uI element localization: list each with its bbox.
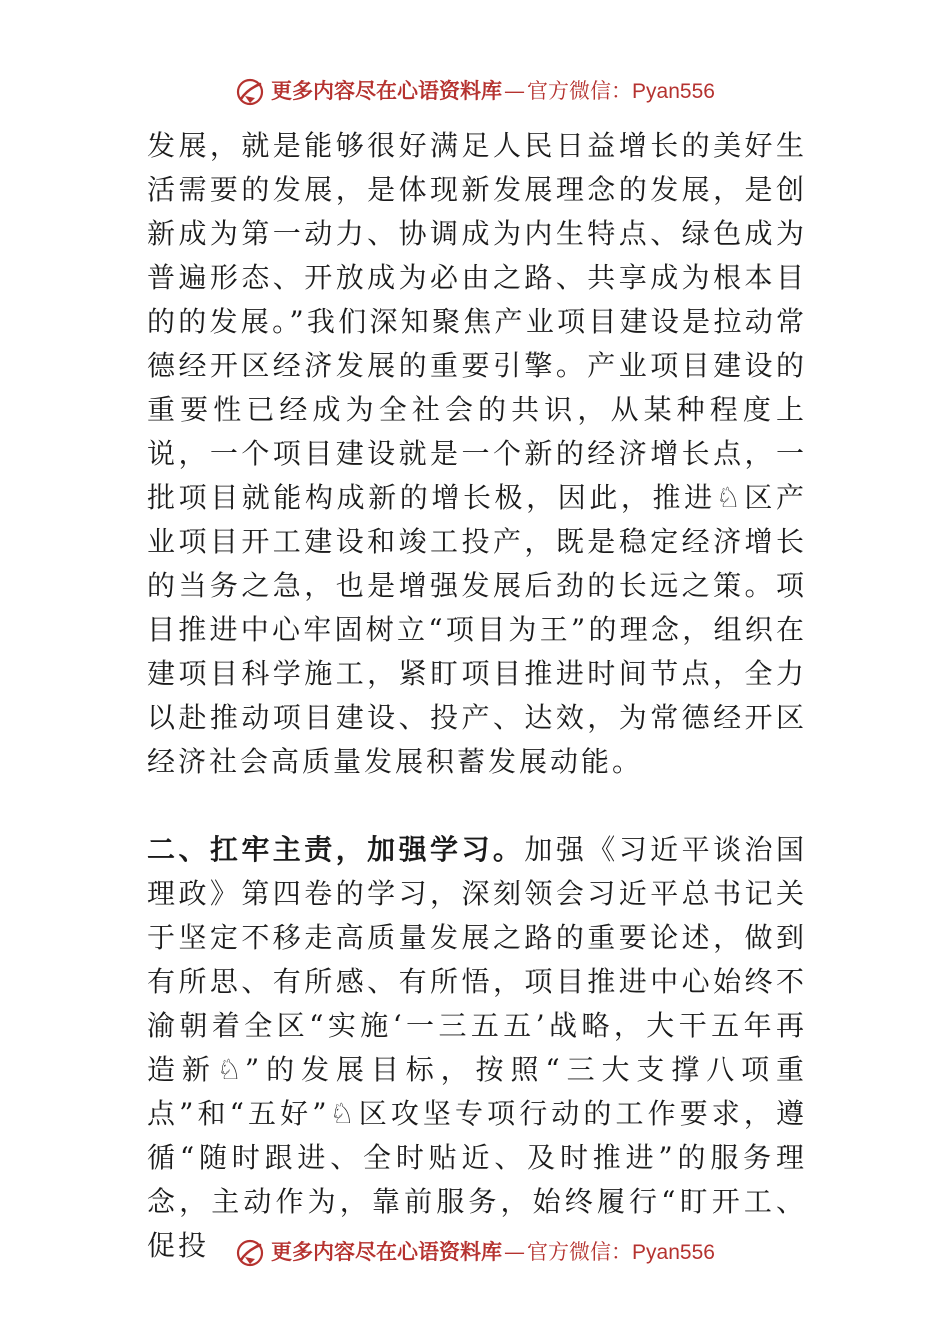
header-watermark xyxy=(0,76,950,107)
watermark-text xyxy=(271,1237,715,1268)
paragraph-2-heading: 二、扛牢主责，加强学习。 xyxy=(147,833,525,866)
footer-watermark xyxy=(0,1237,950,1268)
document-body xyxy=(147,124,807,1268)
watermark-dash: — xyxy=(504,79,526,103)
paragraph-2 xyxy=(147,828,807,1268)
watermark-text xyxy=(271,76,715,107)
paragraph-2-text: 加强《习近平谈治国理政》第四卷的学习，深刻领会习近平总书记关于坚定不移走高质量发展之路的重要论述，做到有所思、有所感、有所悟，项目推进中心始终不渝朝着全区“实施‘一三五五’战略，大干五年再造新♘”的发展目标，按照“三大支撑八项重点”和“五好”♘区攻坚专项行动的工作要求，遵循“随时跟进、全时贴近、及时推进”的服务理念，主动作为，靠前服务，始终履行“盯开工、促投 xyxy=(147,833,807,1262)
paragraph-1-text: 发展，就是能够很好满足人民日益增长的美好生活需要的发展，是体现新发展理念的发展，是创新成为第一动力、协调成为内生特点、绿色成为普遍形态、开放成为必由之路、共享成为根本目的的发展。”我们深知聚焦产业项目建设是拉动常德经开区经济发展的重要引擎。产业项目建设的重要性已经成为全社会的共识，从某种程度上说，一个项目建设就是一个新的经济增长点，一批项目就能构成新的增长极，因此，推进♘区产业项目开工建设和竣工投产，既是稳定经济增长的当务之急，也是增强发展后劲的长远之策。项目推进中心牢固树立“项目为王”的理念，组织在建项目科学施工，紧盯项目推进时间节点，全力以赴推动项目建设、投产、达效，为常德经开区经济社会高质量发展积蓄发展动能。 xyxy=(147,129,807,778)
watermark-wechat-id: Pyan556 xyxy=(632,1241,715,1264)
watermark-brand: 更多内容尽在心语资料库 xyxy=(271,1239,503,1264)
library-logo-icon xyxy=(235,77,265,107)
watermark-brand: 更多内容尽在心语资料库 xyxy=(271,78,503,103)
watermark-wechat-id: Pyan556 xyxy=(632,80,715,103)
paragraph-1 xyxy=(147,124,807,784)
watermark-wechat-label: 官方微信： xyxy=(527,1240,633,1264)
library-logo-icon xyxy=(235,1238,265,1268)
watermark-dash: — xyxy=(504,1240,526,1264)
watermark-wechat-label: 官方微信： xyxy=(527,79,633,103)
